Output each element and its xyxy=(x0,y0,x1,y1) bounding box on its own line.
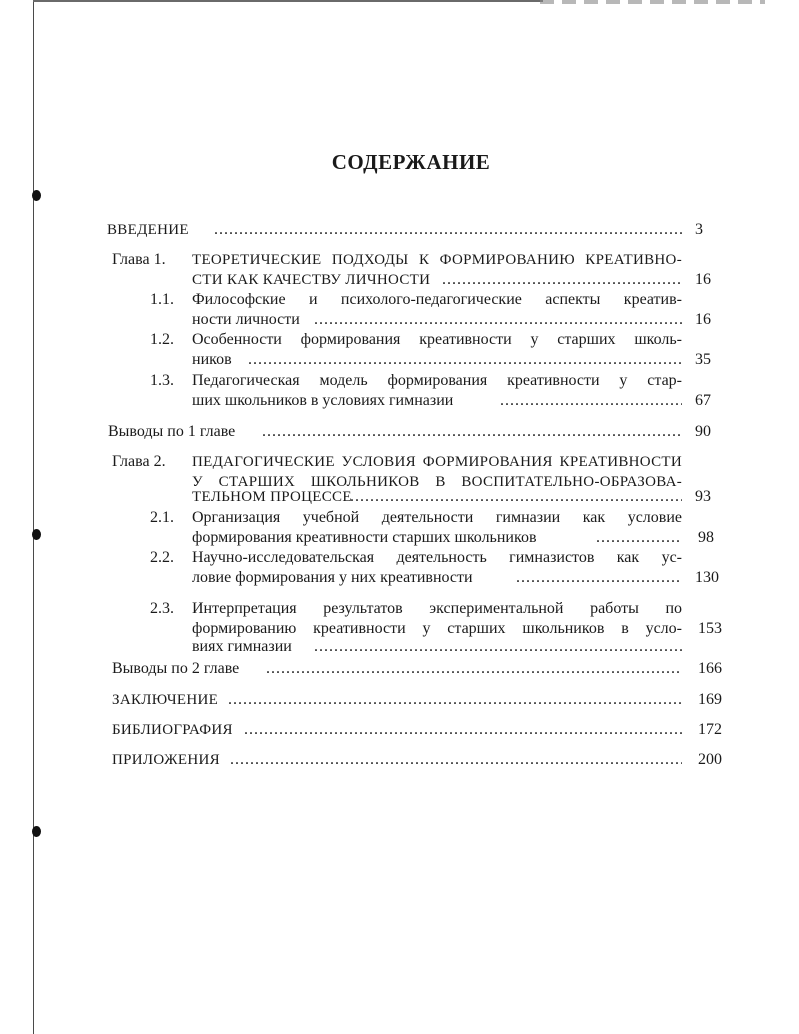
page-number: 16 xyxy=(695,311,711,328)
binding-hole-mark xyxy=(32,190,41,201)
leader-dots xyxy=(262,422,682,442)
page-number: 67 xyxy=(695,392,711,409)
section-title-line: ности личности xyxy=(192,311,300,328)
chapter-title-line: ПЕДАГОГИЧЕСКИЕ УСЛОВИЯ ФОРМИРОВАНИЯ КРЕАТИВНОСТИ xyxy=(192,454,682,470)
chapter-title-line: СТИ КАК КАЧЕСТВУ ЛИЧНОСТИ xyxy=(192,272,431,288)
section-title-line: формированию креативности у старших школьников в усло- xyxy=(192,620,682,637)
page-number: 35 xyxy=(695,351,711,368)
leader-dots xyxy=(228,690,682,710)
chapter-label: Глава 1. xyxy=(112,251,166,268)
section-title-line: Организация учебной деятельности гимназии как условие xyxy=(192,509,682,526)
section-label: 1.2. xyxy=(150,331,174,348)
binding-hole-mark xyxy=(32,826,41,837)
binding-hole-mark xyxy=(32,529,41,540)
page-number: 153 xyxy=(698,620,722,637)
leader-dots xyxy=(214,220,684,240)
section-title-line: Особенности формирования креативности у старших школь- xyxy=(192,331,682,348)
page-title: СОДЕРЖАНИЕ xyxy=(331,150,491,174)
page-number: 93 xyxy=(695,488,711,505)
chapter-title-line: ТЕЛЬНОМ ПРОЦЕССЕ xyxy=(192,489,352,505)
page-number: 130 xyxy=(695,569,719,586)
section-title-line: виях гимназии xyxy=(192,638,292,655)
section-label: 2.1. xyxy=(150,509,174,526)
chapter-title-line: У СТАРШИХ ШКОЛЬНИКОВ В ВОСПИТАТЕЛЬНО-ОБРАЗОВА- xyxy=(192,474,682,490)
page-number: 16 xyxy=(695,271,711,288)
section-title-line: формирования креативности старших школьников xyxy=(192,529,537,546)
scan-noise xyxy=(540,0,765,4)
page-number: 90 xyxy=(695,423,711,440)
toc-entry-text: ПРИЛОЖЕНИЯ xyxy=(112,752,220,768)
leader-dots xyxy=(500,391,682,411)
scan-top-edge xyxy=(33,0,543,2)
page-number: 166 xyxy=(698,660,722,677)
leader-dots xyxy=(314,310,682,330)
section-title-line: Научно-исследовательская деятельность гимназистов как ус- xyxy=(192,549,682,566)
toc-entry-text: БИБЛИОГРАФИЯ xyxy=(112,722,233,738)
section-title-line: ловие формирования у них креативности xyxy=(192,569,473,586)
chapter-title-line: ТЕОРЕТИЧЕСКИЕ ПОДХОДЫ К ФОРМИРОВАНИЮ КРЕАТИВНО- xyxy=(192,252,682,268)
toc-entry-text: Выводы по 2 главе xyxy=(112,660,240,677)
leader-dots xyxy=(314,637,682,657)
section-label: 1.1. xyxy=(150,291,174,308)
page-number: 3 xyxy=(695,221,703,238)
leader-dots xyxy=(596,528,682,548)
page-number: 98 xyxy=(698,529,714,546)
section-title-line: Интерпретация результатов экспериментальной работы по xyxy=(192,600,682,617)
chapter-label: Глава 2. xyxy=(112,453,166,470)
leader-dots xyxy=(350,487,682,507)
section-title-line: ших школьников в условиях гимназии xyxy=(192,392,454,409)
section-title-line: ников xyxy=(192,351,232,368)
leader-dots xyxy=(516,568,682,588)
section-label: 2.3. xyxy=(150,600,174,617)
page-number: 172 xyxy=(698,721,722,738)
section-title-line: Философские и психолого-педагогические аспекты креатив- xyxy=(192,291,682,308)
leader-dots xyxy=(230,750,682,770)
leader-dots xyxy=(248,350,682,370)
leader-dots xyxy=(442,270,682,290)
page-number: 169 xyxy=(698,691,722,708)
leader-dots xyxy=(266,659,682,679)
toc-entry-text: ЗАКЛЮЧЕНИЕ xyxy=(112,692,219,708)
section-label: 1.3. xyxy=(150,372,174,389)
toc-entry-text: Выводы по 1 главе xyxy=(108,423,236,440)
toc-entry-text: ВВЕДЕНИЕ xyxy=(107,222,189,238)
section-label: 2.2. xyxy=(150,549,174,566)
section-title-line: Педагогическая модель формирования креативности у стар- xyxy=(192,372,682,389)
page-number: 200 xyxy=(698,751,722,768)
leader-dots xyxy=(244,720,682,740)
